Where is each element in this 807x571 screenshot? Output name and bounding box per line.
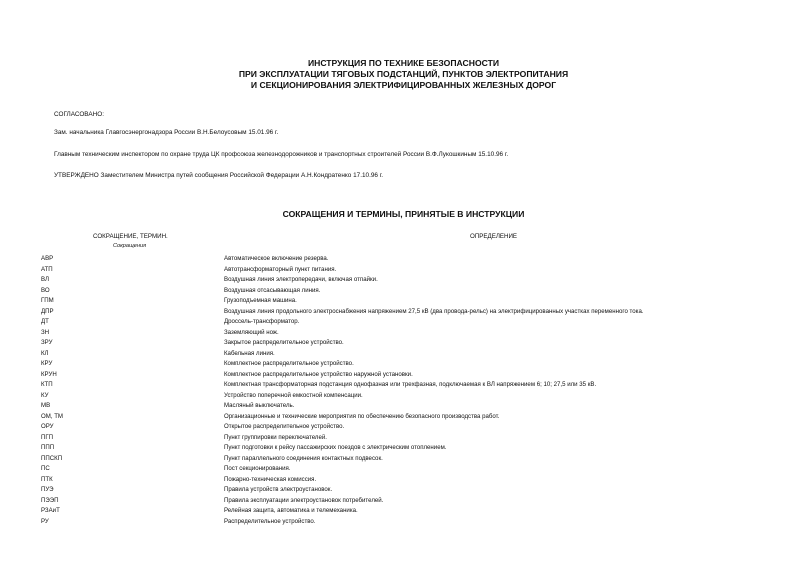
table-row: [0, 380, 807, 391]
abbreviation: ГПМ: [41, 297, 54, 304]
abbreviation: АТП: [41, 265, 53, 273]
approved-line: УТВЕРЖДЕНО Заместителем Министра путей сообщения Российской Федерации А.Н.Кондратенко 17.10.96 г.: [54, 172, 384, 179]
table-row: [0, 443, 807, 454]
abbreviation: ПС: [41, 465, 50, 472]
abbreviation: РУ: [41, 517, 49, 525]
abbreviation: КРУН: [41, 370, 57, 378]
definition: Воздушная линия электропередачи, включая отпайки.: [224, 276, 378, 283]
title-line: ПРИ ЭКСПЛУАТАЦИИ ТЯГОВЫХ ПОДСТАНЦИЙ, ПУНКТОВ ЭЛЕКТРОПИТАНИЯ: [238, 69, 569, 79]
table-row: [0, 296, 807, 307]
definition: Заземляющий нож.: [224, 328, 279, 336]
abbreviation: ПГП: [41, 433, 54, 441]
table-row: [0, 359, 807, 370]
table-row: [0, 370, 807, 381]
table-row: [0, 307, 807, 318]
column-header-term: СОКРАЩЕНИЕ, ТЕРМИН.: [93, 233, 168, 240]
abbreviation: ДПР: [41, 307, 54, 315]
approval-line: Главным техническим инспектором по охране труда ЦК профсоюза железнодорожников и транспортных строителей России В.Ф.Лукошкиным 15.10.96 г.: [54, 151, 509, 158]
table-row: [0, 286, 807, 297]
definition: Пост секционирования.: [224, 465, 291, 472]
abbreviation: ОМ, ТМ: [41, 412, 64, 420]
abbreviation: ПУЭ: [41, 486, 54, 493]
abbreviation: ВЛ: [41, 276, 49, 283]
table-row: [0, 506, 807, 517]
definition: Релейная защита, автоматика и телемеханика.: [224, 507, 358, 514]
table-row: [0, 485, 807, 496]
abbreviation: ВО: [41, 286, 50, 294]
table-row: [0, 265, 807, 276]
definition: Пункт параллельного соединения контактных подвесок.: [224, 454, 383, 462]
table-row: [0, 391, 807, 402]
table-row: [0, 496, 807, 507]
table-row: [0, 275, 807, 286]
definition: Грузоподъемная машина.: [224, 297, 297, 304]
table-row: [0, 422, 807, 433]
definition: Закрытое распределительное устройство.: [224, 339, 344, 346]
table-row: [0, 412, 807, 423]
definition: Воздушная линия продольного электроснабжения напряжением 27,5 кВ (два провода-рельс) на электрифицированных участках переменного тока.: [224, 307, 644, 315]
abbreviation: ПЭЭП: [41, 496, 59, 504]
definition: Правила устройств электроустановок.: [224, 486, 333, 493]
table-row: [0, 317, 807, 328]
definition: Автотрансформаторный пункт питания.: [224, 265, 337, 273]
title-line: И СЕКЦИОНИРОВАНИЯ ЭЛЕКТРИФИЦИРОВАННЫХ ЖЕЛЕЗНЫХ ДОРОГ: [250, 80, 557, 90]
table-row: [0, 401, 807, 412]
approval-line: Зам. начальника Главгосэнергонадзора России В.Н.Белоусовым 15.01.96 г.: [54, 129, 279, 136]
abbreviation: МВ: [41, 402, 51, 409]
abbreviations-table: [0, 254, 807, 527]
definition: Открытое распределительное устройство.: [224, 423, 345, 430]
definition: Масляный выключатель.: [224, 402, 295, 409]
abbreviation: ОРУ: [41, 423, 54, 430]
abbreviation: ДТ: [41, 318, 49, 325]
definition: Правила эксплуатации электроустановок потребителей.: [224, 496, 384, 504]
table-row: [0, 433, 807, 444]
abbreviation: РЗАиТ: [41, 507, 60, 514]
table-row: [0, 475, 807, 486]
abbreviation: ПТК: [41, 475, 53, 483]
definition: Комплектное распределительное устройство.: [224, 360, 354, 367]
table-row: [0, 517, 807, 528]
definition: Пункт подготовки к рейсу пассажирских поездов с электрическим отоплением.: [224, 444, 447, 451]
abbreviation: КТП: [41, 381, 53, 388]
abbreviation: ППП: [41, 444, 55, 451]
definition: Дроссель-трансформатор.: [224, 318, 300, 325]
abbreviation: ППСКП: [41, 454, 63, 462]
abbreviation: КРУ: [41, 360, 53, 367]
abbreviation: ЗН: [41, 328, 50, 336]
table-row: [0, 454, 807, 465]
abbreviation: КУ: [41, 391, 49, 399]
table-row: [0, 328, 807, 339]
column-header-definition: ОПРЕДЕЛЕНИЕ: [470, 233, 518, 240]
subheading-abbreviations: Сокращения: [113, 243, 147, 249]
abbreviation: ЗРУ: [41, 339, 53, 346]
abbreviation: АВР: [41, 255, 54, 262]
definition: Комплектная трансформаторная подстанция однофазная или трехфазная, подключаемая к ВЛ напряжением 6; 10; 27,5 или 35 кВ.: [224, 381, 597, 388]
definition: Автоматическое включение резерва.: [224, 255, 329, 262]
definition: Пожарно-техническая комиссия.: [224, 475, 317, 483]
table-row: [0, 349, 807, 360]
definition: Пункт группировки переключателей.: [224, 433, 327, 441]
table-row: [0, 254, 807, 265]
table-row: [0, 338, 807, 349]
document-title: [0, 58, 807, 91]
title-line: ИНСТРУКЦИЯ ПО ТЕХНИКЕ БЕЗОПАСНОСТИ: [307, 58, 500, 68]
definition: Устройство поперечной емкостной компенсации.: [224, 391, 363, 399]
section-title: СОКРАЩЕНИЯ И ТЕРМИНЫ, ПРИНЯТЫЕ В ИНСТРУКЦИИ: [282, 209, 525, 219]
table-row: [0, 464, 807, 475]
definition: Распределительное устройство.: [224, 517, 316, 525]
definition: Организационные и технические мероприятия по обеспечению безопасного производства работ.: [224, 412, 500, 420]
abbreviation: КЛ: [41, 349, 49, 357]
definition: Кабельная линия.: [224, 349, 275, 357]
definition: Воздушная отсасывающая линия.: [224, 286, 321, 294]
definition: Комплектное распределительное устройство наружной установки.: [224, 370, 413, 378]
agreed-label: СОГЛАСОВАНО:: [54, 111, 104, 118]
